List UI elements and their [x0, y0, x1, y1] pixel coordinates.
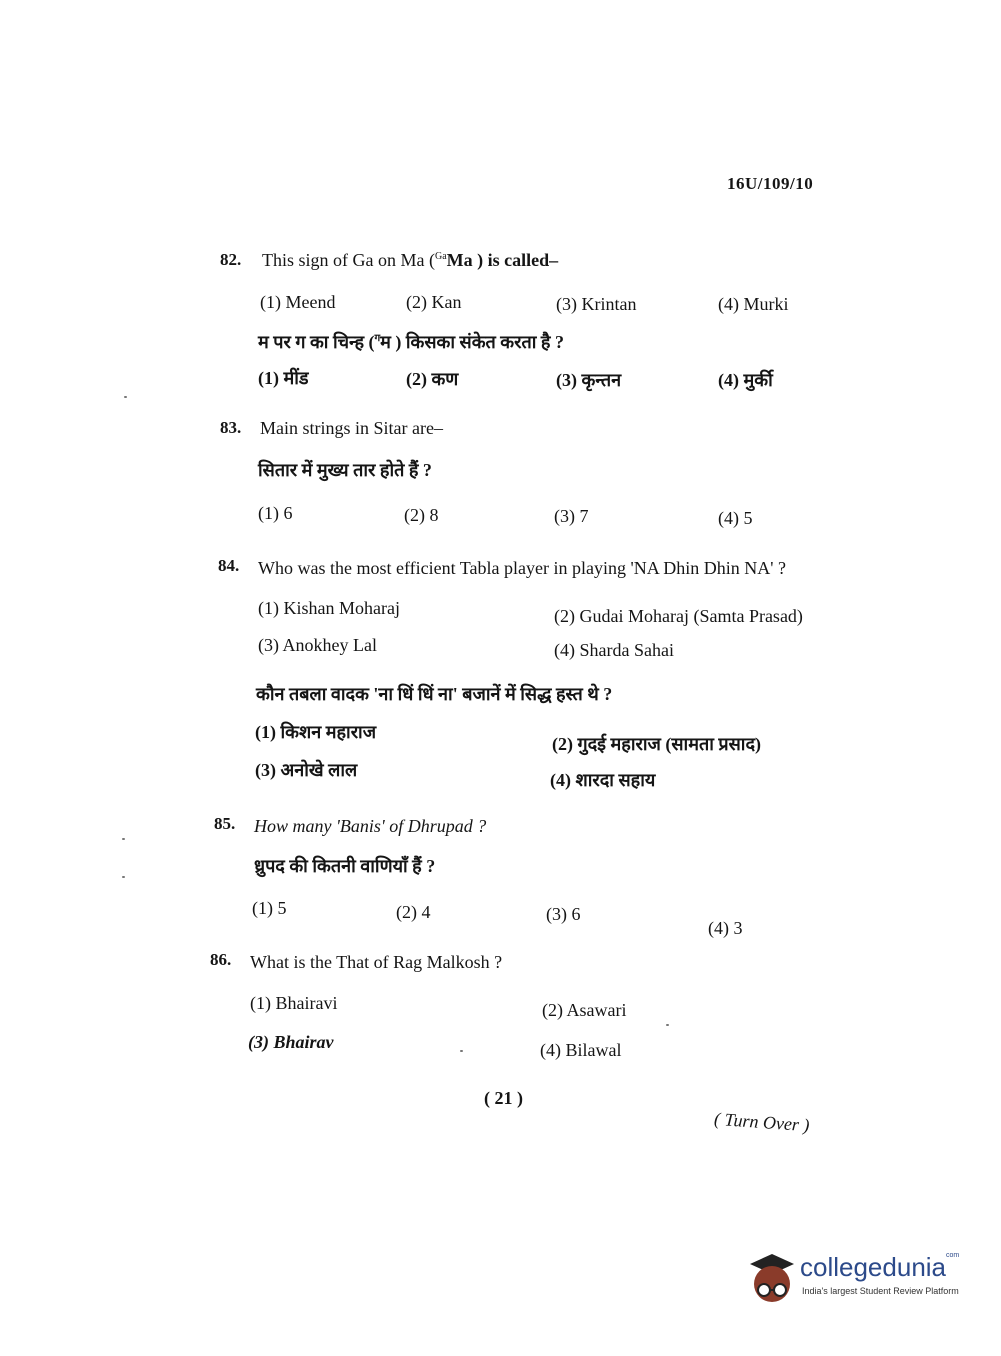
- option-hi: (4) शारदा सहाय: [550, 770, 656, 790]
- brand-tagline: India's largest Student Review Platform: [802, 1286, 959, 1296]
- scan-speck: [460, 1050, 463, 1052]
- brand-name: collegedunia$^{com}$: [800, 1252, 960, 1282]
- question-text-en: What is the That of Rag Malkosh ?: [250, 952, 503, 972]
- option-hi: (3) कृन्तन: [556, 370, 622, 390]
- option: (2) Kan: [406, 292, 462, 312]
- question-number: 83.: [220, 418, 242, 437]
- option: (1) Bhairavi: [250, 993, 338, 1013]
- option: (4) Sharda Sahai: [554, 640, 674, 660]
- option: (3) 7: [554, 506, 589, 526]
- question-number: 84.: [218, 556, 240, 575]
- option-hi: (4) मुर्की: [718, 370, 773, 390]
- scan-speck: [122, 876, 125, 878]
- question-text-en: Main strings in Sitar are–: [260, 418, 443, 438]
- option-hi: (3) अनोखे लाल: [255, 760, 358, 780]
- option-hi: (2) गुदई महाराज (सामता प्रसाद): [552, 734, 762, 754]
- scan-speck: [124, 396, 127, 398]
- option: (1) 5: [252, 898, 287, 918]
- question-text-hi: कौन तबला वादक 'ना धिं धिं ना' बजानें में सिद्ध हस्त थे ?: [256, 684, 613, 704]
- question-text-hi: सितार में मुख्य तार होते हैं ?: [258, 460, 432, 480]
- question-text-en: Who was the most efficient Tabla player in playing 'NA Dhin Dhin NA' ?: [258, 558, 786, 578]
- option: (3) Bhairav: [248, 1032, 334, 1052]
- question-text-hi: म पर ग का चिन्ह ($^ग$म ) किसका संकेत करता है ?: [258, 332, 564, 352]
- collegedunia-watermark: [744, 1252, 960, 1313]
- option: (4) Murki: [718, 294, 789, 314]
- question-number: 85.: [214, 814, 236, 833]
- question-number: 82.: [220, 250, 242, 269]
- page-number: ( 21 ): [484, 1088, 523, 1108]
- option: (4) 5: [718, 508, 753, 528]
- question-text-en: How many 'Banis' of Dhrupad ?: [254, 816, 487, 836]
- option: (2) Gudai Moharaj (Samta Prasad): [554, 606, 803, 626]
- option: (2) Asawari: [542, 1000, 627, 1020]
- option: (3) Anokhey Lal: [258, 635, 377, 655]
- scan-speck: [666, 1024, 669, 1026]
- option-hi: (2) कण: [406, 369, 459, 389]
- scan-speck: [122, 838, 125, 840]
- option: (4) Bilawal: [540, 1040, 622, 1060]
- option: (3) Krintan: [556, 294, 637, 314]
- option: (3) 6: [546, 904, 581, 924]
- option: (1) Meend: [260, 292, 336, 312]
- option: (1) 6: [258, 503, 293, 523]
- option-hi: (1) मींड: [258, 368, 309, 388]
- option: (2) 8: [404, 505, 439, 525]
- mascot-icon: [744, 1252, 800, 1308]
- paper-code: 16U/109/10: [727, 174, 814, 193]
- option: (2) 4: [396, 902, 431, 922]
- option: (4) 3: [708, 918, 743, 938]
- turn-over-note: ( Turn Over ): [713, 1108, 811, 1136]
- question-text-en: This sign of Ga on Ma ($^{Ga}$Ma ) is called–: [262, 250, 559, 270]
- question-text-hi: ध्रुपद की कितनी वाणियाँ हैं ?: [254, 856, 436, 876]
- option: (1) Kishan Moharaj: [258, 598, 400, 618]
- option-hi: (1) किशन महाराज: [255, 722, 377, 742]
- question-number: 86.: [210, 950, 232, 969]
